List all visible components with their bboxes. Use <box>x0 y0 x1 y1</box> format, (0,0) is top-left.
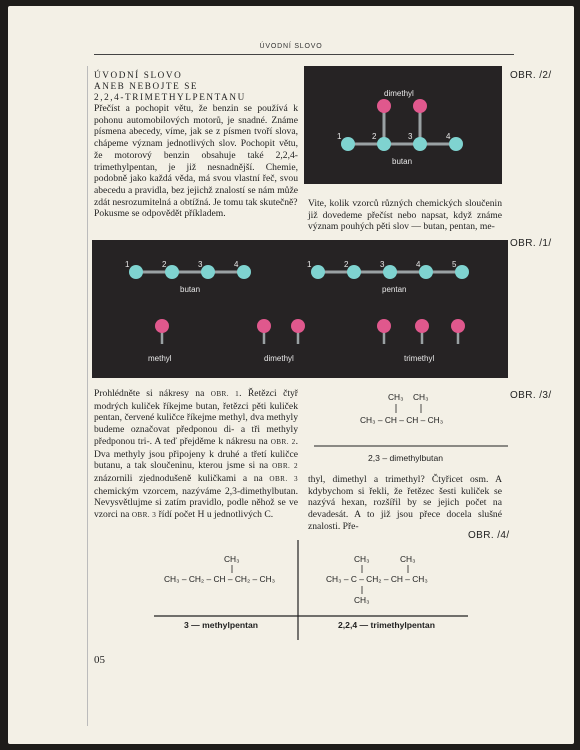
book-page <box>8 6 574 744</box>
figure-ref: OBR. 2 <box>272 462 298 471</box>
main-chain: CH₃ – CH – CH – CH₃ <box>360 415 444 425</box>
methyl-group-a: CH₃ <box>388 392 404 402</box>
text-part: řídí počet H u jednotlivých C. <box>156 509 274 521</box>
chapter-heading <box>94 70 294 103</box>
explanation-text <box>94 388 298 522</box>
intro-closing: Pokusme se odpovědět příkladem. <box>94 208 226 220</box>
figure-ref: OBR. 3 <box>269 474 298 483</box>
text-part: . Dva methyly jsou připojeny k druhé a třetí kuličce butanu, a tak sloučeninu, kterou jsme si na <box>94 435 298 472</box>
carbon-number: 3 <box>408 132 413 141</box>
intro-paragraph: Přečíst a pochopit větu, že benzin se používá k pohonu automobilových motorů, je snadné. Známe písmena abecedy, víme, jak se z písmen tvoří slova, chápeme význam jednotlivých slov. Pochopit větu, že motorový benzin obsahuje také 2,2,4-trimethylpentan, je již nesnadnější. Chemie, podobně jako každá věda, má svou vlastní řeč, svou abecedu a pravidla, bez jejichž znalostí se nám může zdát nesrozumitelná a obtížná. Je tomu tak skutečně? <box>94 103 298 208</box>
heading-line-1: ÚVODNÍ SLOVO <box>94 70 183 80</box>
right-text-1: Vite, kolik vzorců různých chemických sloučenin již dovedeme přečíst nebo napsat, když známe význam pouhých pěti slov — butan, pentan, me- <box>308 198 502 233</box>
methyl-ball <box>451 319 465 333</box>
carbon-ball <box>383 265 397 279</box>
carbon-number: 4 <box>446 132 451 141</box>
methyl-group: CH₃ <box>354 554 370 564</box>
intro-text <box>94 103 298 220</box>
carbon-ball <box>419 265 433 279</box>
dimethyl-label: dimethyl <box>264 354 294 363</box>
trimethyl-label: trimethyl <box>404 354 435 363</box>
carbon-ball <box>449 137 463 151</box>
header-rule <box>94 54 514 55</box>
figure-4-right-caption: 2,2,4 — trimethylpentan <box>338 620 435 630</box>
heading-line-2: ANEB NEBOJTE SE <box>94 81 199 91</box>
carbon-number: 1 <box>337 132 342 141</box>
methyl-ball <box>413 99 427 113</box>
carbon-ball <box>129 265 143 279</box>
page-number: 05 <box>94 654 105 666</box>
carbon-ball <box>347 265 361 279</box>
pentan-number: 1 <box>307 260 312 269</box>
figure-1-label: OBR. /1/ <box>510 238 552 249</box>
left-main-chain: CH₃ – CH₂ – CH – CH₂ – CH₃ <box>164 574 276 584</box>
methyl-group: CH₃ <box>224 554 240 564</box>
figure-ref: OBR. 3 <box>131 511 157 520</box>
pentan-number: 3 <box>380 260 385 269</box>
figure-4-left-caption: 3 — methylpentan <box>184 620 259 630</box>
carbon-ball <box>455 265 469 279</box>
carbon-ball <box>413 137 427 151</box>
figure-2-label: OBR. /2/ <box>510 70 552 81</box>
figure-3-formula <box>308 386 508 466</box>
figure-2-panel <box>304 66 502 184</box>
methyl-group: CH₃ <box>400 554 416 564</box>
methyl-group: CH₃ <box>354 595 370 605</box>
running-head: ÚVODNÍ SLOVO <box>259 43 323 50</box>
butan-number: 4 <box>234 260 239 269</box>
carbon-ball <box>237 265 251 279</box>
text-part: . Řetězci čtyř modrých kuliček říkejme butan, řetězci pěti kuliček pentan, červené kuličce říkejme methyl, dva methyly budeme označovat předponou di- a tři methyly předponou tri-. A teď přejděme k nákresu na <box>94 388 298 447</box>
pentan-number: 4 <box>416 260 421 269</box>
heading-line-3: 2,2,4-TRIMETHYLPENTANU <box>94 92 246 102</box>
pentan-number: 2 <box>344 260 349 269</box>
page-edge-line <box>87 66 88 726</box>
methyl-ball <box>291 319 305 333</box>
methyl-group-b: CH₃ <box>413 392 429 402</box>
butan-label: butan <box>392 157 413 166</box>
methyl-ball <box>377 319 391 333</box>
butan-label: butan <box>180 285 201 294</box>
text-part: znázornili zjednodušeně kuličkami a na <box>94 472 270 484</box>
carbon-ball <box>165 265 179 279</box>
carbon-number: 2 <box>372 132 377 141</box>
butan-number: 3 <box>198 260 203 269</box>
butan-number: 2 <box>162 260 167 269</box>
figure-1-panel <box>92 240 508 378</box>
methyl-label: methyl <box>148 354 172 363</box>
figure-3-caption: 2,3 – dimethylbutan <box>368 453 444 463</box>
methyl-ball <box>377 99 391 113</box>
carbon-ball <box>311 265 325 279</box>
figure-ref: OBR. 2 <box>270 437 296 446</box>
text-part: chemickým vzorcem, nazýváme 2,3-dimethylbutan. Nevysvětlujme si zatím pravidlo, podle něhož se ve vzorci na <box>94 485 298 521</box>
carbon-ball <box>201 265 215 279</box>
figure-4-label: OBR. /4/ <box>468 530 510 541</box>
figure-3-label: OBR. /3/ <box>510 390 552 401</box>
methyl-ball <box>257 319 271 333</box>
right-text-2: thyl, dimethyl a trimethyl? Čtyřicet osm. A kdybychom si řekli, že řetězec šesti kuliček se nazývá hexan, rozšířil by se jejich počet na devadesát. A to již jsou přece docela slušné znalosti. Pře- <box>308 474 502 532</box>
figure-ref: OBR. 1 <box>210 390 240 398</box>
text-part: Prohlédněte si nákresy na <box>94 388 211 399</box>
carbon-ball <box>341 137 355 151</box>
butan-number: 1 <box>125 260 130 269</box>
figure-1-molecules <box>92 240 508 378</box>
carbon-ball <box>377 137 391 151</box>
methyl-ball <box>155 319 169 333</box>
dimethyl-label: dimethyl <box>384 89 414 98</box>
right-main-chain: CH₃ – C – CH₂ – CH – CH₃ <box>326 574 428 584</box>
methyl-ball <box>415 319 429 333</box>
pentan-label: pentan <box>382 285 407 294</box>
pentan-number: 5 <box>452 260 457 269</box>
figure-3 <box>308 386 508 466</box>
figure-2-molecule <box>304 66 502 184</box>
